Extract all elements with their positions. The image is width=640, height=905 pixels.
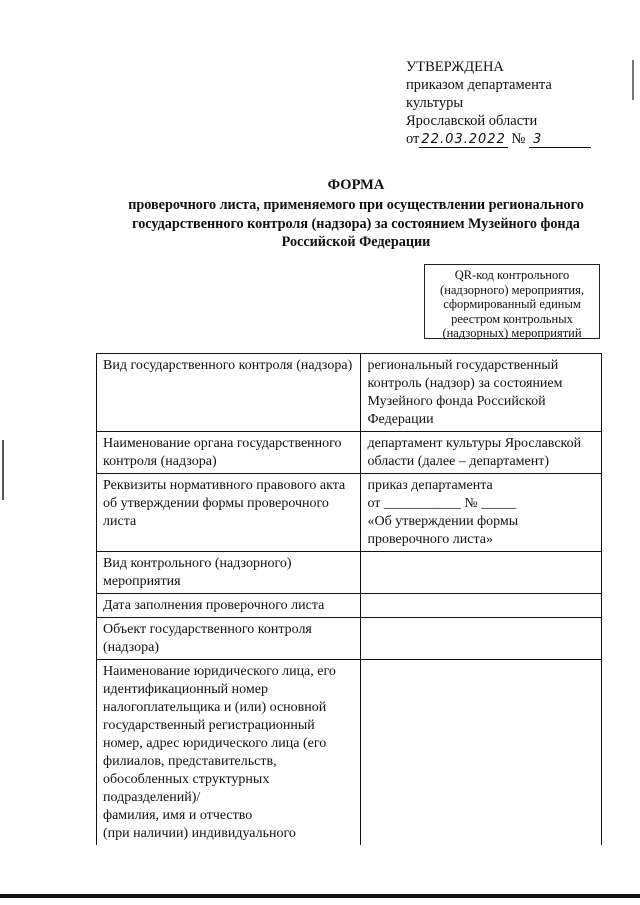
row-value: [361, 594, 602, 618]
row-value: [361, 618, 602, 660]
row-value: региональный государственный контроль (надзор) за состоянием Музейного фонда Российской Федерации: [361, 354, 602, 432]
row-value: [361, 552, 602, 594]
checklist-table: [96, 353, 602, 845]
row-label: Вид государственного контроля (надзора): [97, 354, 361, 432]
order-date-number-line: от ___________ № _____: [367, 496, 517, 511]
approval-date-line: [406, 130, 606, 148]
order-line: приказ департамента: [367, 478, 493, 493]
table-row: [97, 432, 602, 474]
scan-artifact-right: [632, 60, 634, 100]
number-prefix: №: [511, 131, 526, 147]
qr-code-box: QR-код контрольного (надзорного) мероприятия, сформированный единым реестром контрольных (надзорных) мероприятий: [424, 264, 600, 339]
approval-title: УТВЕРЖДЕНА: [406, 59, 504, 75]
scan-artifact-left: [2, 440, 4, 500]
date-prefix: от: [406, 131, 420, 147]
table-row: [97, 354, 602, 432]
row-label: Дата заполнения проверочного листа: [97, 594, 361, 618]
order-title-line: «Об утверждении формы проверочного листа»: [367, 514, 519, 547]
entrepreneur-text: (при наличии) индивидуального: [103, 826, 296, 841]
row-label: Вид контрольного (надзорного) мероприятия: [97, 552, 361, 594]
form-title: ФОРМА: [327, 177, 385, 193]
row-label: Объект государственного контроля (надзора): [97, 618, 361, 660]
row-label: Наименование органа государственного контроля (надзора): [97, 432, 361, 474]
legal-entity-text: Наименование юридического лица, его идентификационный номер налогоплательщика и (или) основной государственный регистрационный номер, адрес юридического лица (его филиалов, представительств, обособленных структурных подразделений)/: [103, 664, 336, 805]
table-row: [97, 474, 602, 552]
row-value: департамент культуры Ярославской области (далее – департамент): [361, 432, 602, 474]
full-name-text: фамилия, имя и отчество: [103, 808, 253, 823]
approval-line-2: культуры: [406, 95, 464, 111]
form-subtitle: проверочного листа, применяемого при осуществлении регионального государственного контроля (надзора) за состоянием Музейного фонда Российской Федерации: [128, 197, 584, 250]
table-row: [97, 660, 602, 846]
row-label: Реквизиты нормативного правового акта об утверждении формы проверочного листа: [97, 474, 361, 552]
handwritten-date: 22.03.2022: [421, 132, 506, 147]
row-value: [361, 660, 602, 846]
table-row: [97, 618, 602, 660]
row-value: [361, 474, 602, 552]
approval-stamp: [406, 58, 606, 148]
table-row: [97, 594, 602, 618]
handwritten-number: 3: [529, 133, 591, 148]
table-row: [97, 552, 602, 594]
row-label: [97, 660, 361, 846]
approval-line-3: Ярославской области: [406, 113, 538, 129]
approval-line-1: приказом департамента: [406, 77, 552, 93]
scan-bottom-edge: [0, 894, 640, 898]
